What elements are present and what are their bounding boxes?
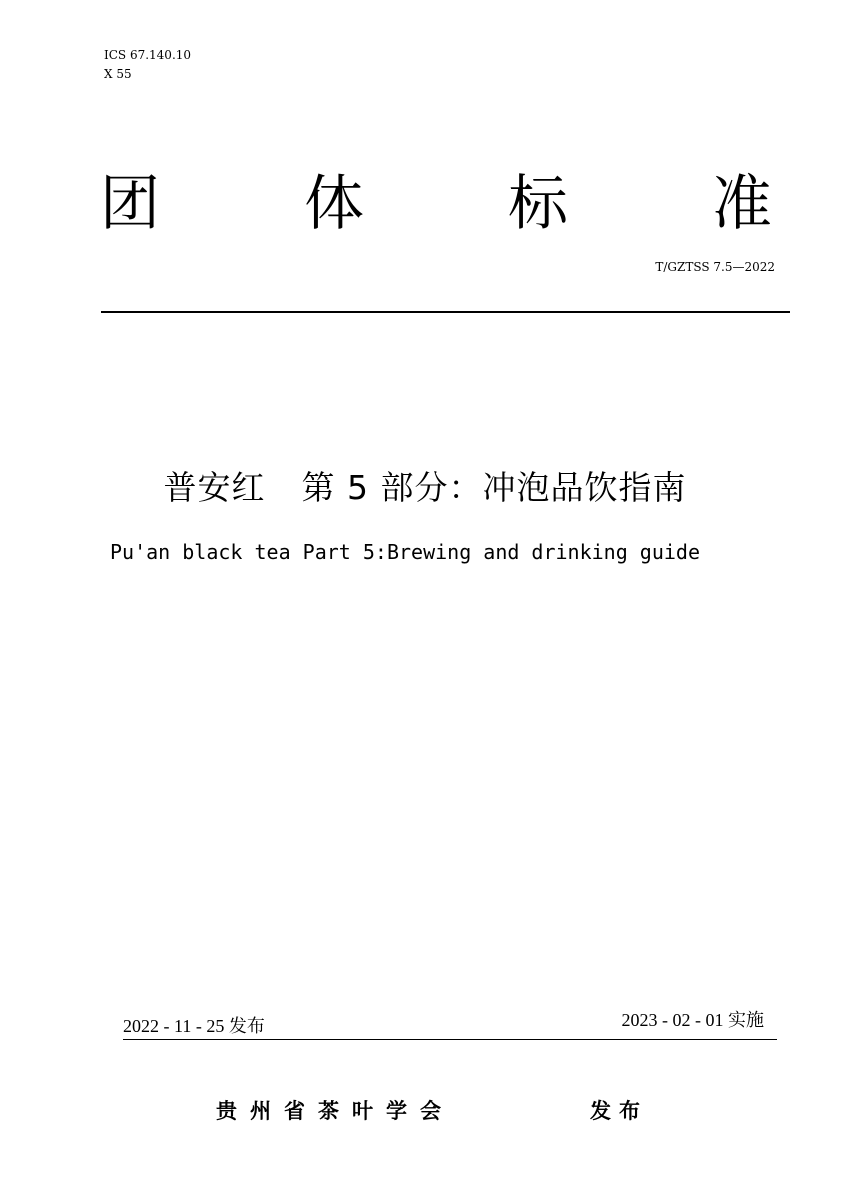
publisher-name: 贵州省茶叶学会 xyxy=(216,1099,454,1123)
top-divider xyxy=(101,311,790,313)
heading-char: 准 xyxy=(712,169,772,239)
heading-char: 体 xyxy=(304,169,364,239)
title-chinese-part: 第 5 部分：冲泡品饮指南 xyxy=(301,468,687,507)
standard-number: T/GZTSS 7.5—2022 xyxy=(655,260,775,274)
document-type-heading xyxy=(100,166,772,242)
implementation-date: 2023 - 02 - 01 实施 xyxy=(621,1010,764,1030)
title-chinese xyxy=(0,462,850,509)
ics-code: ICS 67.140.10 xyxy=(104,48,192,62)
classification-codes xyxy=(104,46,191,84)
heading-char: 标 xyxy=(508,169,568,239)
heading-char: 团 xyxy=(100,169,160,239)
publish-label: 发布 xyxy=(590,1099,648,1123)
title-english: Pu'an black tea Part 5:Brewing and drinking guide xyxy=(110,540,701,564)
ccs-code: X 55 xyxy=(104,67,132,81)
bottom-divider xyxy=(123,1039,777,1040)
release-date: 2022 - 11 - 25 发布 xyxy=(123,1016,265,1036)
title-chinese-product: 普安红 xyxy=(163,468,266,507)
